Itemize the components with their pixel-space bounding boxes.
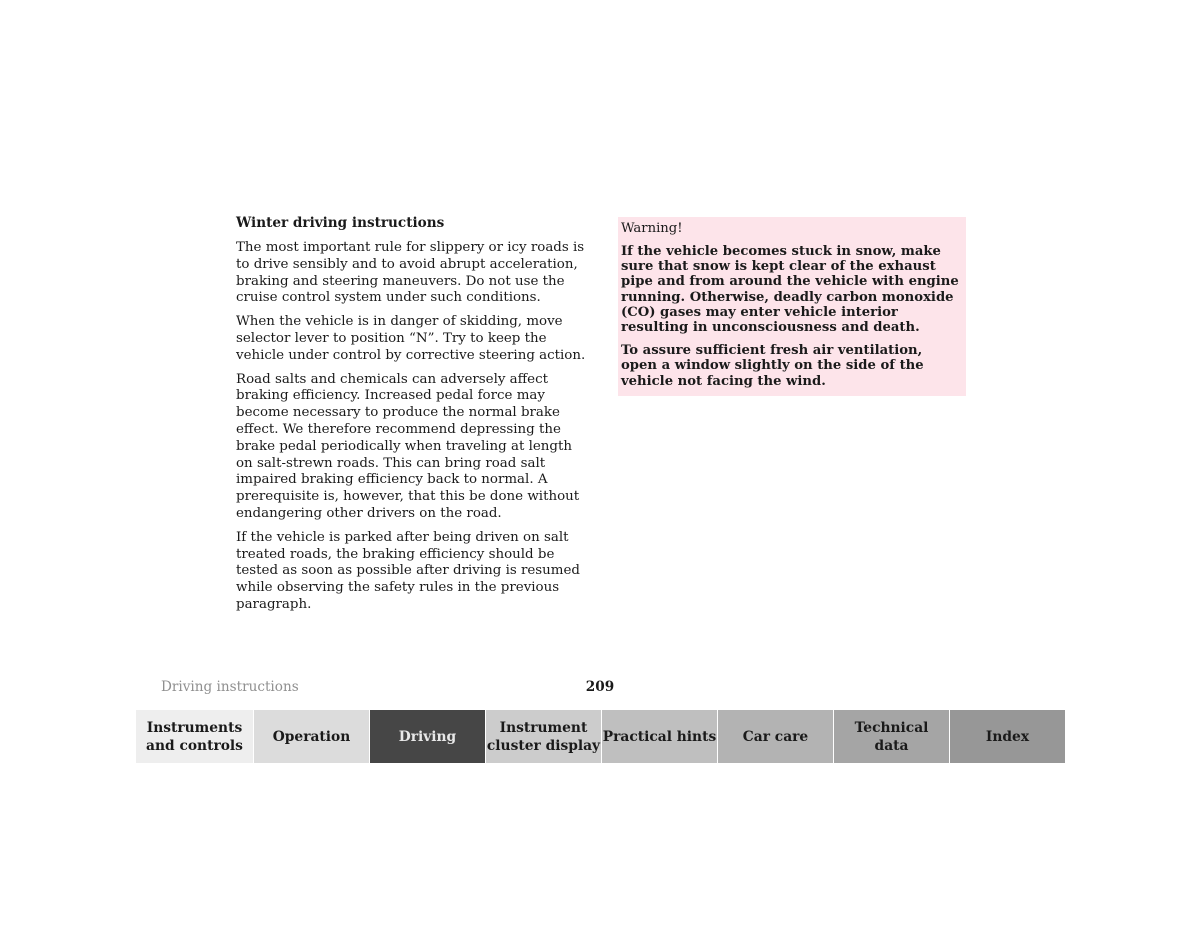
chapter-nav-tabs bbox=[136, 710, 1065, 763]
tab-instruments-and-controls[interactable] bbox=[136, 710, 253, 763]
paragraph-skidding: When the vehicle is in danger of skidding, move selector lever to position “N”. Try to keep the vehicle under control by corrective steering action. bbox=[236, 314, 586, 363]
tab-technical-data[interactable] bbox=[833, 710, 949, 763]
paragraph-driving-sensibly: The most important rule for slippery or icy roads is to drive sensibly and to avoid abrupt acceleration, braking and steering maneuvers. Do not use the cruise control system under such conditions. bbox=[236, 240, 585, 306]
paragraph-parked-after-salt: If the vehicle is parked after being driven on salt treated roads, the braking efficiency should be tested as soon as possible after driving is resumed while observing the safety rules in the previous paragraph. bbox=[236, 529, 580, 612]
tab-operation[interactable] bbox=[253, 710, 369, 763]
tab-index[interactable] bbox=[949, 710, 1065, 763]
warning-title: Warning! bbox=[621, 221, 683, 236]
tab-label: Car care bbox=[742, 728, 809, 745]
main-content-column bbox=[236, 214, 588, 621]
tab-driving[interactable] bbox=[369, 710, 485, 763]
footer-section-label: Driving instructions bbox=[161, 679, 299, 695]
tab-instrument-cluster-display[interactable] bbox=[485, 710, 601, 763]
tab-practical-hints[interactable] bbox=[601, 710, 717, 763]
tab-label: Operation bbox=[272, 728, 351, 745]
section-title: Winter driving instructions bbox=[236, 215, 445, 231]
page-number: 209 bbox=[585, 679, 615, 695]
paragraph-road-salts: Road salts and chemicals can adversely affect braking efficiency. Increased pedal force may become necessary to produce the normal brake effect. We therefore recommend depressing the brake pedal periodically when traveling at length on salt-strewn roads. This can bring road salt impaired braking efficiency back to normal. A prerequisite is, however, that this be done without endangering other drivers on the road. bbox=[236, 371, 580, 521]
tab-label: Instruments and controls bbox=[146, 719, 243, 754]
tab-car-care[interactable] bbox=[717, 710, 833, 763]
warning-box bbox=[618, 217, 966, 396]
tab-label: Index bbox=[985, 728, 1030, 745]
tab-label: Instrument cluster display bbox=[486, 719, 601, 754]
warning-paragraph-ventilation: To assure sufficient fresh air ventilation, open a window slightly on the side of the vehicle not facing the wind. bbox=[621, 343, 924, 389]
tab-label: Technical data bbox=[854, 719, 929, 754]
tab-label: Practical hints bbox=[602, 728, 717, 745]
tab-label: Driving bbox=[398, 728, 457, 745]
warning-paragraph-snow: If the vehicle becomes stuck in snow, make sure that snow is kept clear of the exhaust pipe and from around the vehicle with engine running. Otherwise, deadly carbon monoxide (CO) gases may enter vehicle interior resulting in unconsciousness and death. bbox=[621, 244, 959, 336]
